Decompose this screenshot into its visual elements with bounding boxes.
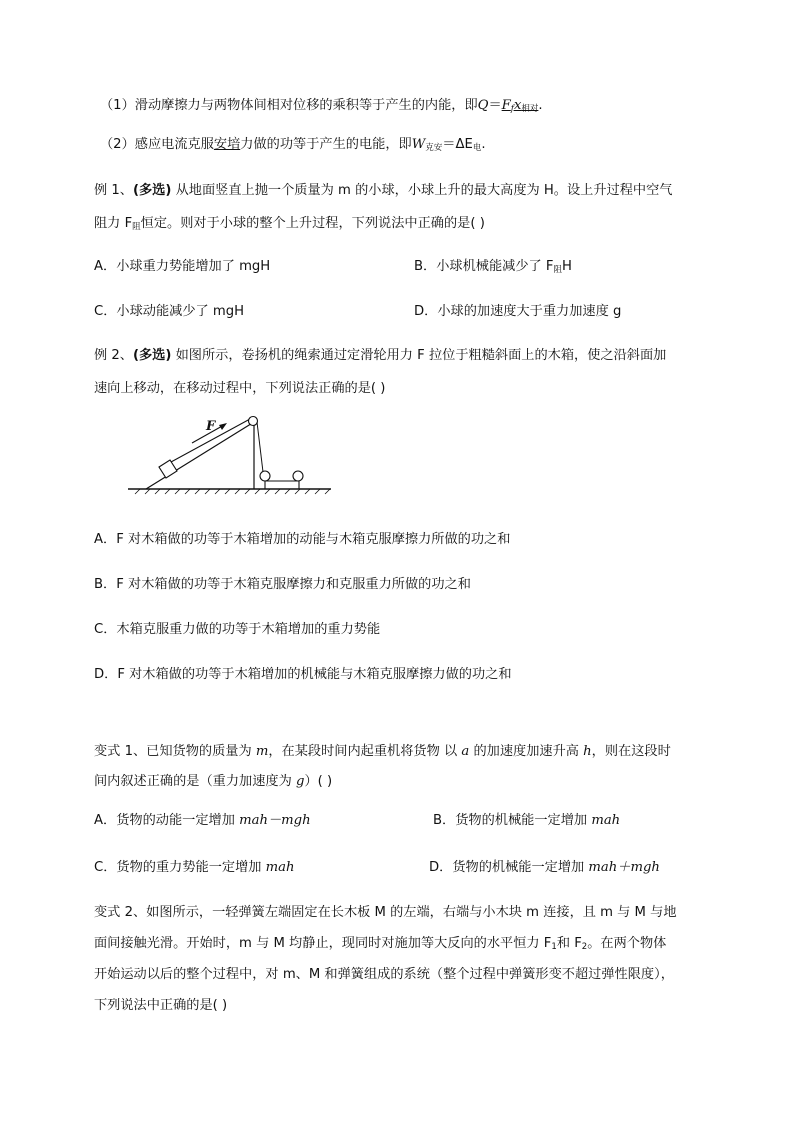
variant-1-line-1: 变式 1、已知货物的质量为 m，在某段时间内起重机将货物 以 a 的加速度加速升高 h，则在这段时 <box>94 744 671 759</box>
variant-2-line-2: 面间接触光滑。开始时，m 与 M 均静止，现同时对施加等大反向的水平恒力 $F_1$和 $F_2$。在两个物体 <box>94 936 667 952</box>
variant-1-line-2: 间内叙述正确的是（重力加速度为 g）( ) <box>94 774 333 789</box>
winch-incline-diagram <box>126 410 336 495</box>
incline-slope <box>146 422 254 489</box>
variant-1-option-d: D．货物的机械能一定增加 mah＋mgh <box>429 860 660 875</box>
example-2-line-1: 例 2、(多选) 如图所示，卷扬机的绳索通过定滑轮用力 F 拉位于粗糙斜面上的木箱，使之沿斜面加 <box>94 348 667 363</box>
example-2-line-2: 速向上移动，在移动过程中，下列说法正确的是( ) <box>94 381 386 396</box>
force-arrowhead <box>219 423 227 430</box>
example-2-option-b: B．F 对木箱做的功等于木箱克服摩擦力和克服重力所做的功之和 <box>94 577 471 592</box>
pulley <box>249 417 258 426</box>
example-1-option-d: D．小球的加速度大于重力加速度 g <box>414 304 622 319</box>
winch-drum <box>260 471 270 481</box>
rope-down <box>257 422 263 472</box>
example-2-option-a: A．F 对木箱做的功等于木箱增加的动能与木箱克服摩擦力所做的功之和 <box>94 532 511 547</box>
example-2-option-c: C．木箱克服重力做的功等于木箱增加的重力势能 <box>94 622 381 637</box>
example-1-line-2: 阻力 $F_阻$恒定。则对于小球的整个上升过程，下列说法中正确的是( ) <box>94 216 485 232</box>
variant-2-line-4: 下列说法中正确的是( ) <box>94 998 228 1013</box>
example-1-line-1: 例 1、(多选) 从地面竖直上抛一个质量为 m 的小球，小球上升的最大高度为 H。设上升过程中空气 <box>94 183 673 198</box>
note-1: （1）滑动摩擦力与两物体间相对位移的乘积等于产生的内能，即$Q=F_fx_{相对}$. <box>100 98 543 114</box>
variant-1-option-a: A．货物的动能一定增加 mah－mgh <box>94 813 311 828</box>
variant-1-option-c: C．货物的重力势能一定增加 mah <box>94 860 295 875</box>
example-2-option-d: D．F 对木箱做的功等于木箱增加的机械能与木箱克服摩擦力做的功之和 <box>94 667 512 682</box>
force-label: F <box>206 419 216 434</box>
variant-1-option-b: B．货物的机械能一定增加 mah <box>433 813 621 828</box>
crate <box>159 460 177 478</box>
example-1-option-c: C．小球动能减少了 mgH <box>94 304 245 319</box>
example-1-option-b: B．小球机械能减少了 $F_阻H$ <box>414 259 572 275</box>
variant-2-line-1: 变式 2、如图所示，一轻弹簧左端固定在长木板 M 的左端，右端与小木块 m 连接，且 m 与 M 与地 <box>94 905 677 920</box>
ground-hatching <box>135 489 330 494</box>
variant-2-line-3: 开始运动以后的整个过程中，对 m、M 和弹簧组成的系统（整个过程中弹簧形变不超过弹性限度）， <box>94 967 674 982</box>
note-2: （2）感应电流克服安培力做的功等于产生的电能，即$W_{克安}=\Delta E_电$. <box>100 137 486 153</box>
winch-wheel <box>293 471 303 481</box>
example-1-option-a: A．小球重力势能增加了 mgH <box>94 259 271 274</box>
